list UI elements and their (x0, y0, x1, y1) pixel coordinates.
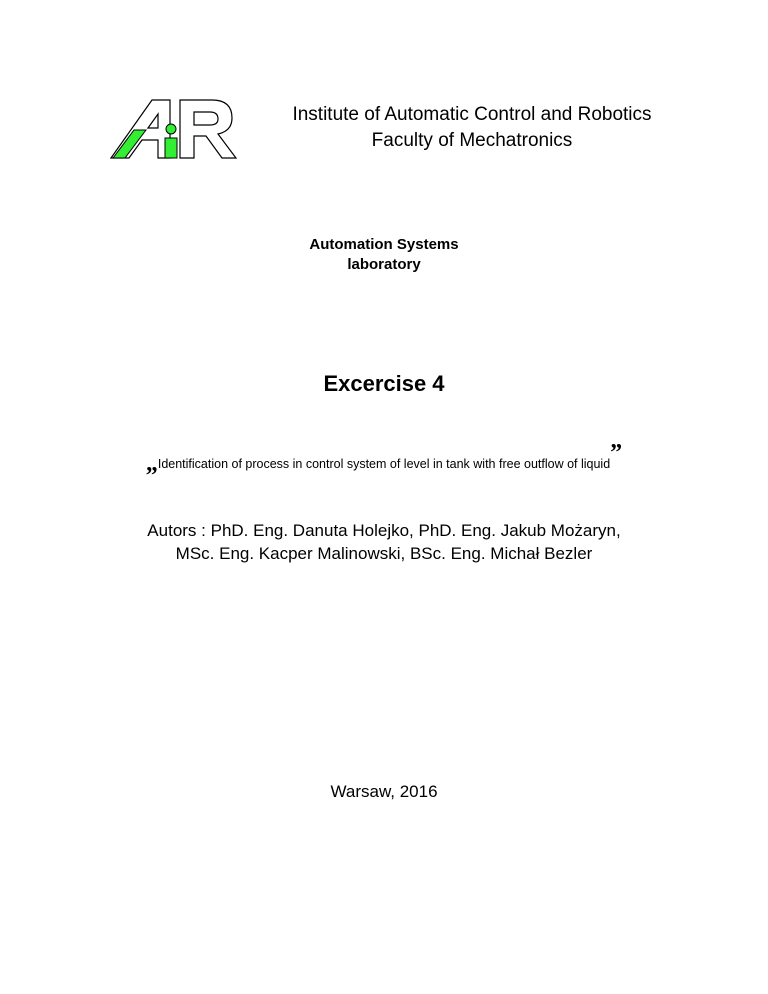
open-quote: „ (145, 450, 158, 477)
topic-text: Identification of process in control system of level in tank with free outflow of liquid (157, 456, 611, 471)
close-quote: ” (610, 440, 623, 466)
logo-letter-i-dot (166, 124, 176, 134)
logo-letter-i-stem (165, 138, 177, 158)
laboratory-title (0, 235, 768, 275)
exercise-title: Excercise 4 (323, 371, 445, 396)
institute-header (262, 102, 682, 154)
logo-letter-r-outline (180, 100, 236, 158)
authors-block (0, 519, 768, 565)
laboratory-line-1: Automation Systems (309, 236, 459, 253)
faculty-name: Faculty of Mechatronics (371, 130, 573, 151)
city-year: Warsaw, 2016 (330, 782, 438, 801)
authors-line-2: MSc. Eng. Kacper Malinowski, BSc. Eng. Michał Bezler (175, 544, 593, 563)
authors-line-1: Autors : PhD. Eng. Danuta Holejko, PhD. Eng. Jakub Możaryn, (147, 521, 621, 540)
air-logo (108, 98, 238, 160)
exercise-topic (0, 440, 768, 477)
logo-letter-r-inner (194, 112, 218, 125)
institute-name: Institute of Automatic Control and Robotics (292, 104, 652, 125)
laboratory-line-2: laboratory (347, 256, 421, 273)
